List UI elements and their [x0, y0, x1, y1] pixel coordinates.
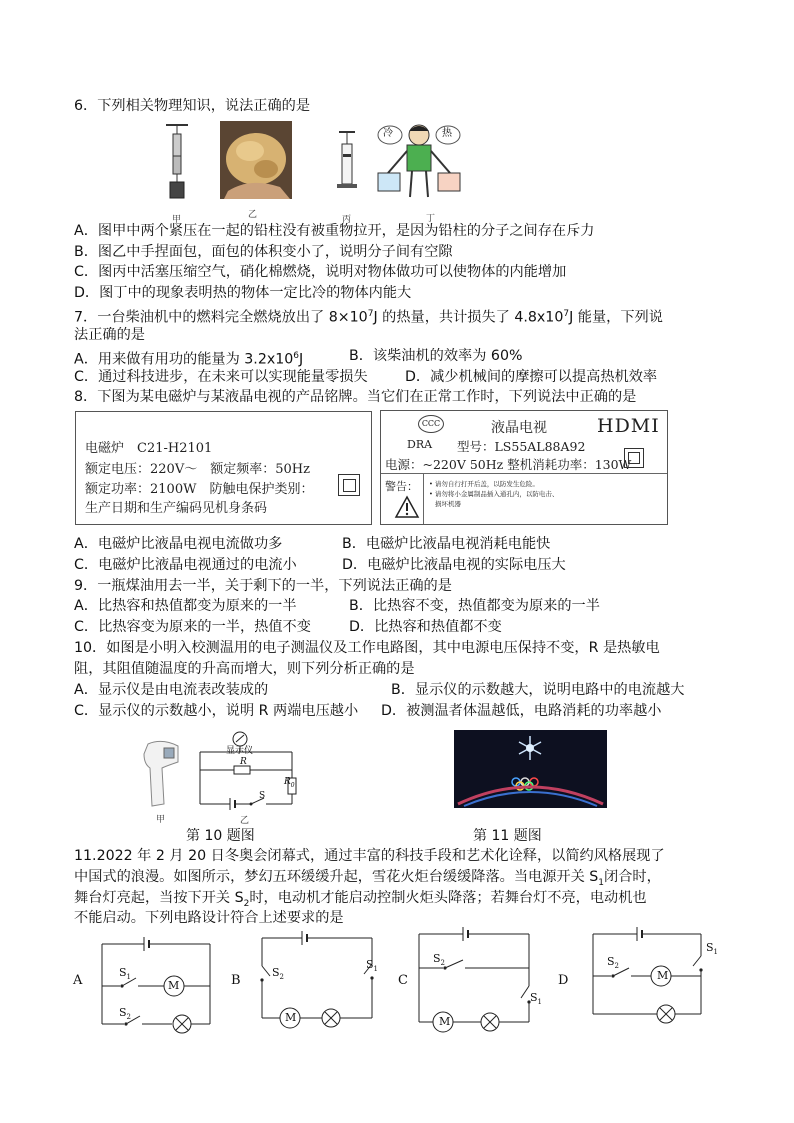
cooker-power-class: 额定功率：2100W 防触电保护类别： [85, 482, 314, 497]
circuit-b-s2-label: $S_2$ [272, 966, 285, 982]
closing-ceremony-photo [454, 730, 607, 808]
q8-option-a: A．电磁炉比液晶电视电流做功多 [74, 536, 283, 552]
circuit-a-motor-icon: M [168, 979, 180, 992]
tv-model: 型号：LS55AL88A92 [457, 439, 586, 454]
tv-dra: DRA [407, 438, 433, 451]
ccc-logo-icon: CCC [418, 415, 444, 433]
q6-option-d: D．图丁中的现象表明热的物体一定比冷的物体内能大 [74, 285, 412, 301]
circuit-a-s2-label: $S_2$ [119, 1006, 132, 1022]
tv-warning-3: 损坏机器 [435, 500, 461, 508]
circuit-d-motor-icon: M [657, 969, 669, 982]
label-cold: 冷 [383, 128, 393, 139]
tv-hdmi-logo: HDMI [597, 415, 660, 437]
fig10-caption: 第 10 题图 [186, 828, 255, 844]
q9-option-c: C．比热容变为原来的一半，热值不变 [74, 619, 311, 635]
q10-option-a: A．显示仪是由电流表改装成的 [74, 682, 269, 698]
q11-stem-line2: 中国式的浪漫。如图所示，梦幻五环缓缓升起，雪花火炬台缓缓降落。当电源开关 $S_1$闭合时， [74, 869, 661, 888]
fig10-label-r: R [240, 757, 247, 767]
thermometer-gun-figure [142, 740, 182, 810]
circuit-c-motor-icon: M [439, 1015, 451, 1028]
q9-option-b: B．比热容不变，热值都变为原来的一半 [349, 598, 600, 614]
q8-option-b: B．电磁炉比液晶电视消耗电能快 [342, 536, 551, 552]
q11-stem-line3: 舞台灯亮起，当按下开关 $S_2$时，电动机才能启动控制火炬头降落；若舞台灯不亮，电动机也 [74, 890, 647, 909]
circuit-d-diagram [589, 926, 705, 1030]
fig11-caption: 第 11 题图 [473, 828, 542, 844]
q7-stem-line1: 7．一台柴油机中的燃料完全燃烧放出了 $8\times 10^7J$ 的热量，共计损失了 $4.8x10^7J$ 能量，下列说 [74, 309, 663, 326]
q8-stem: 8．下图为某电磁炉与某液晶电视的产品铭牌。当它们在正常工作时，下列说法中正确的是 [74, 389, 637, 405]
q10-option-b: B．显示仪的示数越大，说明电路中的电流越大 [391, 682, 685, 698]
q6-option-c: C．图丙中活塞压缩空气，硝化棉燃烧，说明对物体做功可以使物体的内能增加 [74, 264, 567, 280]
circuit-c-s1-label: $S_1$ [530, 991, 543, 1007]
q6-option-b: B．图乙中手捏面包，面包的体积变小了，说明分子间有空隙 [74, 244, 453, 260]
q10-circuit-diagram [196, 728, 298, 808]
cooker-production: 生产日期和生产编码见机身条码 [85, 501, 268, 516]
fig10-label-display: 显示仪 [226, 746, 254, 756]
bread-photo [220, 121, 292, 199]
fig10-label-jia: 甲 [156, 815, 166, 825]
warning-triangle-icon [395, 496, 419, 518]
q11-option-a-label: A [73, 973, 83, 988]
q6-option-a: A．图甲中两个紧压在一起的铅柱没有被重物拉开，是因为铅柱的分子之间存在斥力 [74, 223, 595, 239]
circuit-b-motor-icon: M [285, 1011, 297, 1024]
q7-option-d: D．减少机械间的摩擦可以提高热机效率 [405, 369, 658, 385]
caption-bing: 丙 [342, 215, 352, 225]
q7-option-b: B．该柴油机的效率为 60% [349, 348, 523, 364]
lcd-tv-nameplate [380, 410, 668, 525]
circuit-c-diagram [415, 926, 533, 1034]
lead-cylinders-figure [162, 122, 192, 202]
q7-option-c: C．通过科技进步，在未来可以实现能量零损失 [74, 369, 368, 385]
tv-warning-2: • 请勿将小金属制品插入通孔内，以防电击、 [429, 490, 559, 498]
q7-stem-line2: 法正确的是 [74, 327, 145, 343]
circuit-d-s1-label: $S_1$ [706, 941, 719, 957]
circuit-b-s1-label: $S_1$ [366, 958, 379, 974]
q11-option-d-label: D [558, 973, 569, 988]
q8-option-c: C．电磁炉比液晶电视通过的电流小 [74, 557, 297, 573]
tv-warning-label: 警告： [385, 480, 418, 493]
caption-yi: 乙 [248, 210, 258, 220]
fig10-label-yi: 乙 [240, 816, 250, 826]
cooker-title: 电磁炉 C21-H2101 [85, 441, 213, 456]
q7-option-a: A．用来做有用功的能量为 $3.2x10^6J$ [74, 351, 304, 368]
tv-title: 液晶电视 [491, 420, 547, 436]
q9-stem: 9．一瓶煤油用去一半，关于剩下的一半，下列说法正确的是 [74, 578, 452, 594]
tv-double-insulation-icon [624, 448, 644, 468]
label-hot: 热 [442, 128, 452, 139]
circuit-a-diagram [98, 934, 214, 1034]
caption-jia: 甲 [172, 215, 182, 225]
q9-option-d: D．比热容和热值都不变 [349, 619, 502, 635]
tv-warning-1: • 请勿自行打开后盖，以防发生危险。 [429, 480, 539, 488]
q11-option-b-label: B [231, 973, 241, 988]
cooker-voltage-freq: 额定电压：220V～ 额定频率：50Hz [85, 462, 310, 477]
fig10-label-r0: $R_0$ [284, 777, 295, 789]
q11-option-c-label: C [398, 973, 408, 988]
q9-option-a: A．比热容和热值都变为原来的一半 [74, 598, 297, 614]
circuit-c-s2-label: $S_2$ [433, 952, 446, 968]
induction-cooker-nameplate [75, 411, 372, 525]
caption-ding: 丁 [426, 214, 436, 224]
q10-stem-line2: 阻，其阻值随温度的升高而增大，则下列分析正确的是 [74, 661, 415, 677]
circuit-d-s2-label: $S_2$ [607, 955, 620, 971]
circuit-a-s1-label: $S_1$ [119, 966, 132, 982]
q10-option-c: C．显示仪的示数越小，说明 R 两端电压越小 [74, 703, 359, 719]
double-insulation-icon [338, 474, 360, 496]
q10-stem-line1: 10．如图是小明入校测温用的电子测温仪及工作电路图，其中电源电压保持不变，R 是热敏电 [74, 640, 660, 656]
q8-option-d: D．电磁炉比液晶电视的实际电压大 [342, 557, 566, 573]
q10-option-d: D．被测温者体温越低，电路消耗的功率越小 [381, 703, 662, 719]
piston-figure [335, 130, 359, 198]
tv-power: 电源：~220V 50Hz 整机消耗功率：130W [385, 457, 632, 472]
fig10-label-s: S [259, 791, 266, 801]
q11-stem-line1: 11.2022 年 2 月 20 日冬奥会闭幕式，通过丰富的科技手段和艺术化诠释，以简约风格展现了 [74, 848, 665, 864]
q11-stem-line4: 不能启动。下列电路设计符合上述要求的是 [74, 910, 344, 926]
q6-stem: 6．下列相关物理知识，说法正确的是 [74, 98, 311, 114]
